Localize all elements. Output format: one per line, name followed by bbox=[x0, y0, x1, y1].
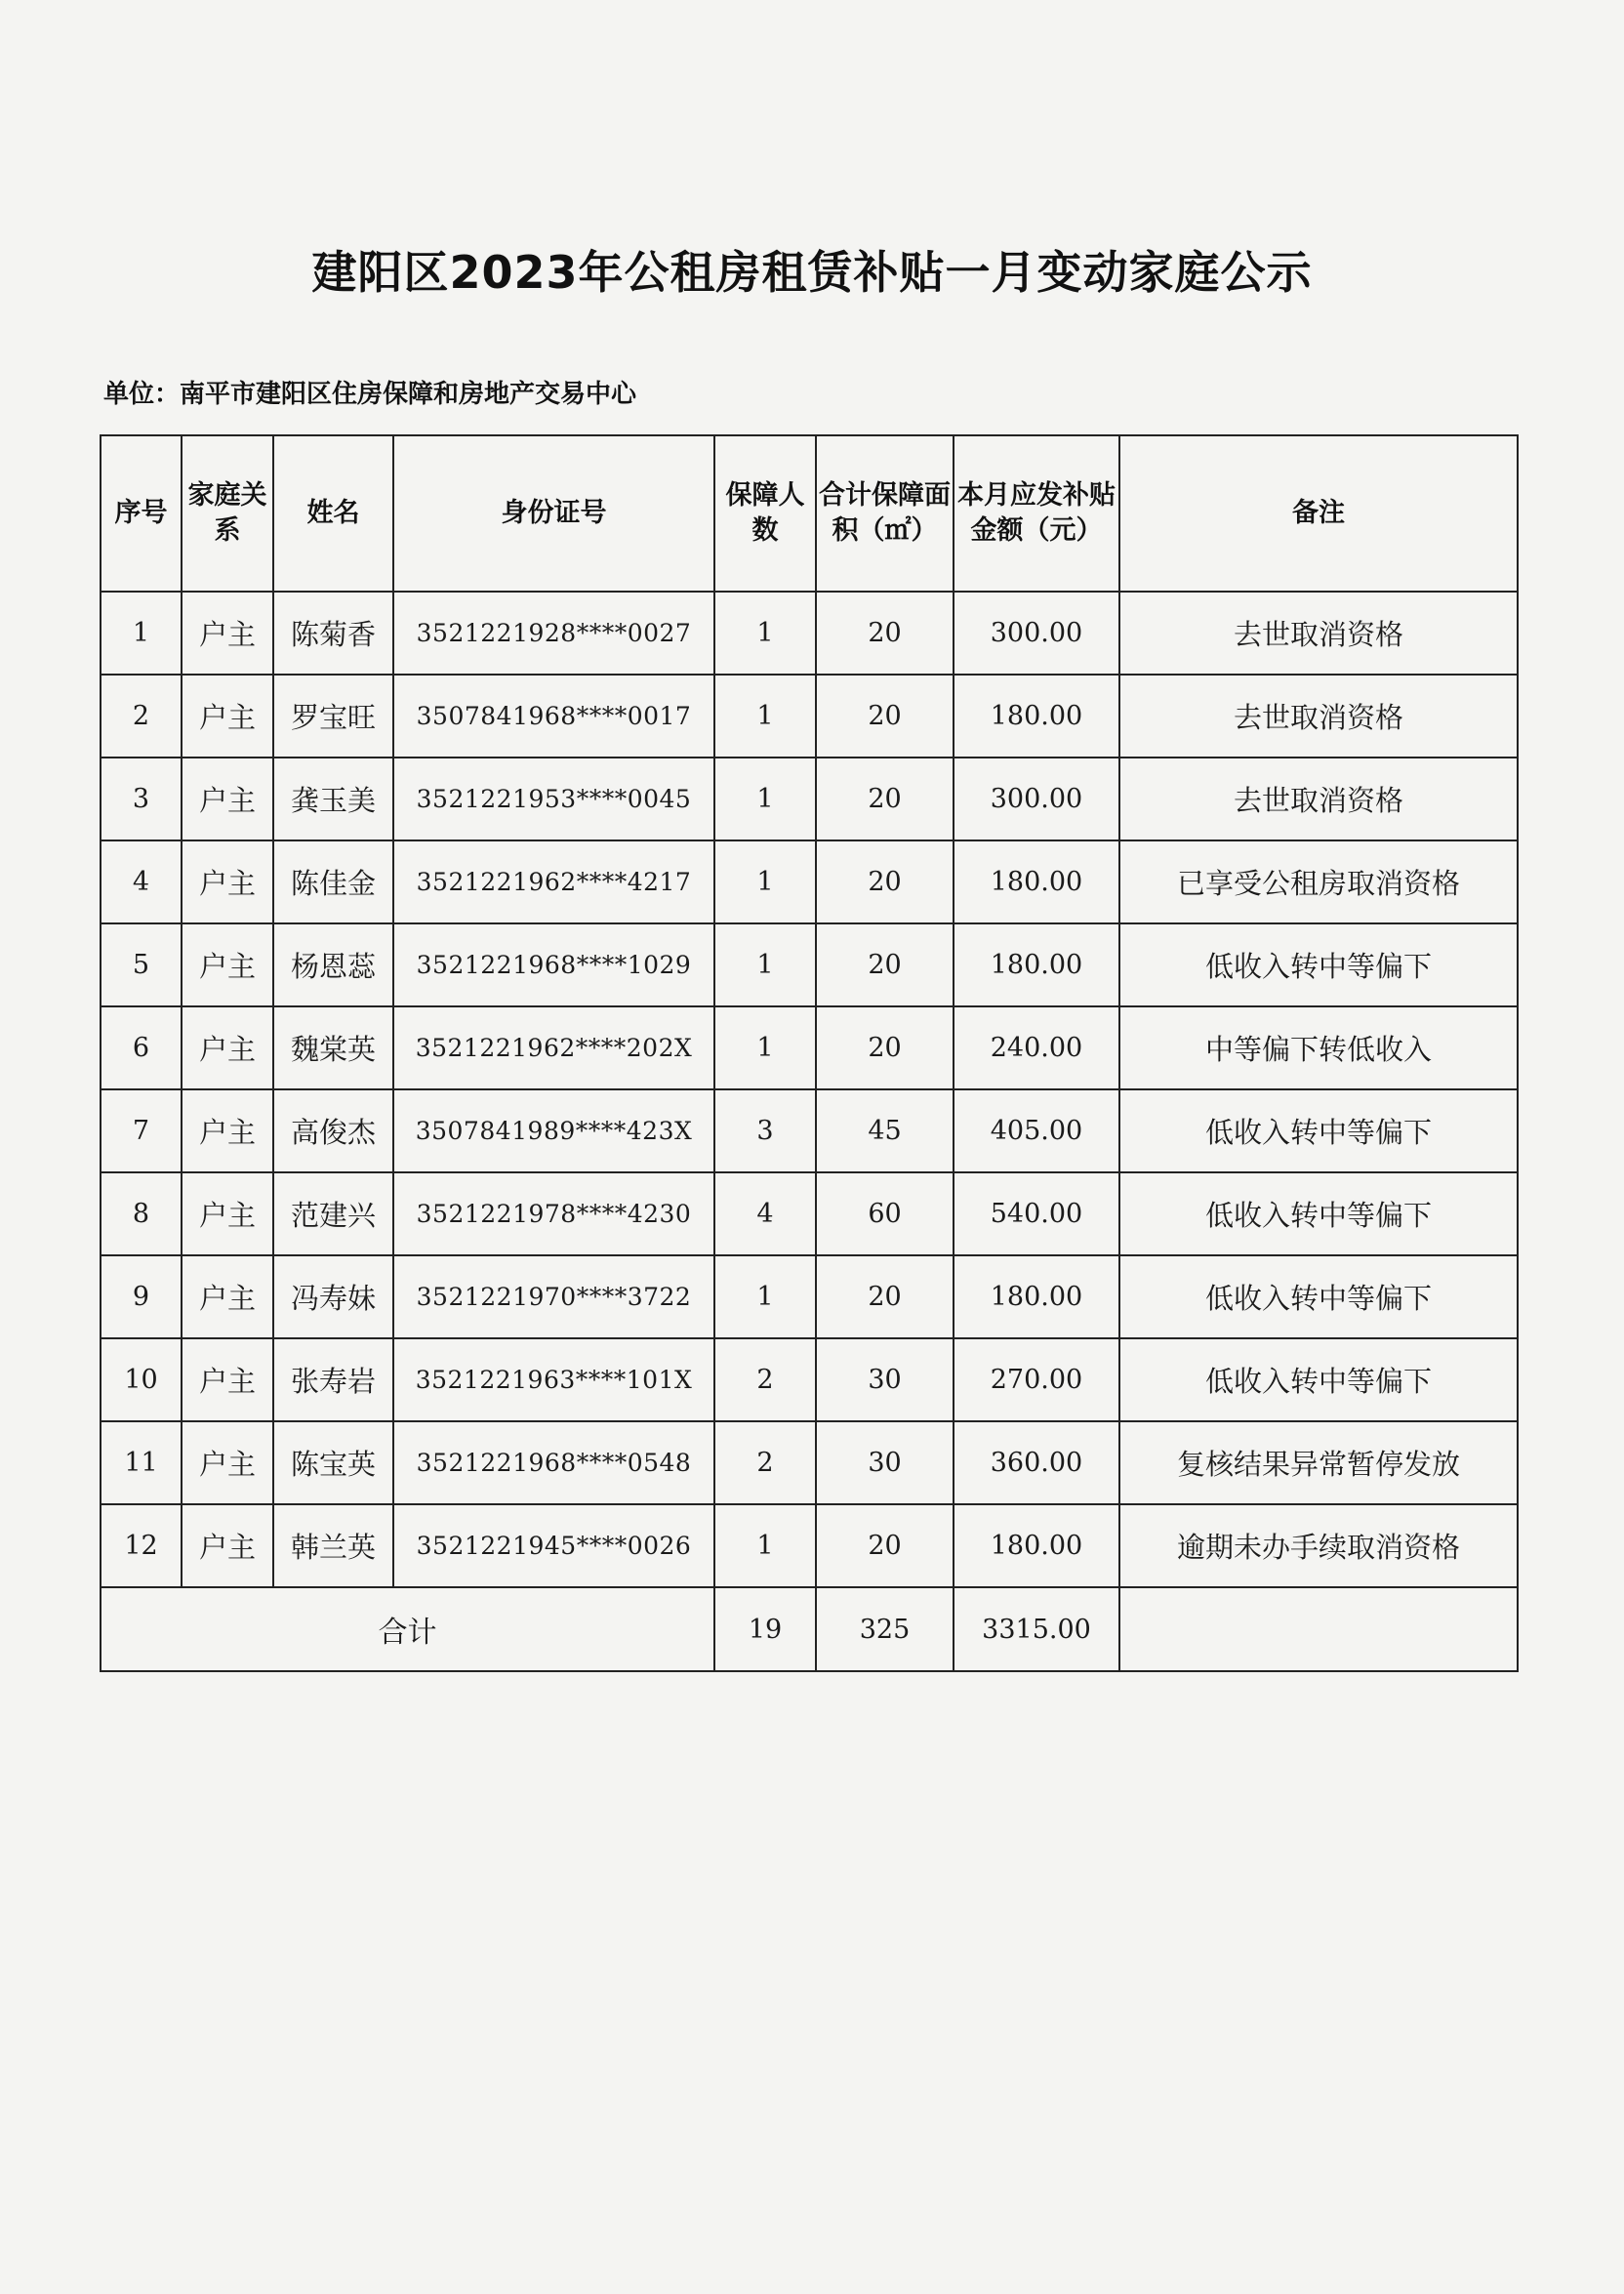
cell-name: 魏棠英 bbox=[273, 1006, 393, 1089]
cell-note: 复核结果异常暂停发放 bbox=[1119, 1421, 1518, 1504]
cell-relation: 户主 bbox=[182, 1172, 273, 1255]
cell-index: 1 bbox=[101, 592, 182, 675]
cell-id-number: 3521221968****0548 bbox=[393, 1421, 714, 1504]
cell-amount: 180.00 bbox=[954, 675, 1119, 758]
page-title: 建阳区2023年公租房租赁补贴一月变动家庭公示 bbox=[311, 246, 1313, 299]
cell-relation: 户主 bbox=[182, 1255, 273, 1338]
cell-id-number: 3521221970****3722 bbox=[393, 1255, 714, 1338]
header-note: 备注 bbox=[1119, 435, 1518, 592]
cell-area: 20 bbox=[816, 1006, 954, 1089]
table-header-row bbox=[101, 435, 1518, 592]
total-label: 合计 bbox=[101, 1587, 714, 1671]
cell-area: 30 bbox=[816, 1338, 954, 1421]
cell-relation: 户主 bbox=[182, 1338, 273, 1421]
cell-note: 已享受公租房取消资格 bbox=[1119, 840, 1518, 923]
cell-id-number: 3521221945****0026 bbox=[393, 1504, 714, 1587]
header-name: 姓名 bbox=[273, 435, 393, 592]
table-row bbox=[101, 1089, 1518, 1172]
header-id-number: 身份证号 bbox=[393, 435, 714, 592]
header-relation: 家庭关系 bbox=[182, 435, 273, 592]
cell-relation: 户主 bbox=[182, 592, 273, 675]
cell-name: 陈宝英 bbox=[273, 1421, 393, 1504]
cell-area: 20 bbox=[816, 675, 954, 758]
cell-area: 20 bbox=[816, 923, 954, 1006]
cell-area: 20 bbox=[816, 758, 954, 840]
table-row bbox=[101, 840, 1518, 923]
cell-index: 11 bbox=[101, 1421, 182, 1504]
table-row bbox=[101, 1006, 1518, 1089]
cell-relation: 户主 bbox=[182, 1006, 273, 1089]
cell-id-number: 3521221968****1029 bbox=[393, 923, 714, 1006]
cell-index: 9 bbox=[101, 1255, 182, 1338]
cell-persons: 1 bbox=[714, 1255, 816, 1338]
cell-persons: 4 bbox=[714, 1172, 816, 1255]
cell-id-number: 3521221978****4230 bbox=[393, 1172, 714, 1255]
cell-area: 60 bbox=[816, 1172, 954, 1255]
cell-persons: 3 bbox=[714, 1089, 816, 1172]
cell-id-number: 3521221963****101X bbox=[393, 1338, 714, 1421]
cell-area: 20 bbox=[816, 840, 954, 923]
cell-area: 20 bbox=[816, 1504, 954, 1587]
cell-index: 4 bbox=[101, 840, 182, 923]
cell-index: 5 bbox=[101, 923, 182, 1006]
cell-area: 45 bbox=[816, 1089, 954, 1172]
cell-persons: 2 bbox=[714, 1338, 816, 1421]
cell-name: 范建兴 bbox=[273, 1172, 393, 1255]
cell-persons: 1 bbox=[714, 840, 816, 923]
cell-name: 罗宝旺 bbox=[273, 675, 393, 758]
cell-note: 去世取消资格 bbox=[1119, 758, 1518, 840]
total-area: 325 bbox=[816, 1587, 954, 1671]
cell-index: 6 bbox=[101, 1006, 182, 1089]
cell-relation: 户主 bbox=[182, 675, 273, 758]
cell-amount: 270.00 bbox=[954, 1338, 1119, 1421]
cell-amount: 240.00 bbox=[954, 1006, 1119, 1089]
table-row bbox=[101, 758, 1518, 840]
cell-amount: 540.00 bbox=[954, 1172, 1119, 1255]
cell-relation: 户主 bbox=[182, 1421, 273, 1504]
header-area: 合计保障面积（㎡） bbox=[816, 435, 954, 592]
table-row bbox=[101, 592, 1518, 675]
cell-name: 张寿岩 bbox=[273, 1338, 393, 1421]
cell-name: 陈佳金 bbox=[273, 840, 393, 923]
cell-area: 20 bbox=[816, 592, 954, 675]
cell-name: 杨恩蕊 bbox=[273, 923, 393, 1006]
header-index: 序号 bbox=[101, 435, 182, 592]
cell-persons: 1 bbox=[714, 758, 816, 840]
cell-index: 3 bbox=[101, 758, 182, 840]
cell-relation: 户主 bbox=[182, 923, 273, 1006]
cell-amount: 300.00 bbox=[954, 592, 1119, 675]
cell-note: 去世取消资格 bbox=[1119, 675, 1518, 758]
header-amount: 本月应发补贴金额（元） bbox=[954, 435, 1119, 592]
total-amount: 3315.00 bbox=[954, 1587, 1119, 1671]
cell-name: 龚玉美 bbox=[273, 758, 393, 840]
cell-id-number: 3521221962****202X bbox=[393, 1006, 714, 1089]
cell-area: 20 bbox=[816, 1255, 954, 1338]
cell-id-number: 3521221962****4217 bbox=[393, 840, 714, 923]
cell-amount: 180.00 bbox=[954, 923, 1119, 1006]
cell-id-number: 3521221953****0045 bbox=[393, 758, 714, 840]
cell-id-number: 3507841968****0017 bbox=[393, 675, 714, 758]
total-note bbox=[1119, 1587, 1518, 1671]
cell-note: 低收入转中等偏下 bbox=[1119, 1338, 1518, 1421]
cell-area: 30 bbox=[816, 1421, 954, 1504]
cell-relation: 户主 bbox=[182, 1504, 273, 1587]
table-row bbox=[101, 1504, 1518, 1587]
cell-id-number: 3521221928****0027 bbox=[393, 592, 714, 675]
cell-index: 7 bbox=[101, 1089, 182, 1172]
cell-persons: 1 bbox=[714, 1504, 816, 1587]
table-row bbox=[101, 1255, 1518, 1338]
cell-note: 逾期未办手续取消资格 bbox=[1119, 1504, 1518, 1587]
cell-note: 低收入转中等偏下 bbox=[1119, 1172, 1518, 1255]
cell-persons: 1 bbox=[714, 592, 816, 675]
table-row bbox=[101, 1421, 1518, 1504]
table-row bbox=[101, 675, 1518, 758]
subsidy-table-container bbox=[100, 434, 1517, 1672]
cell-amount: 180.00 bbox=[954, 1504, 1119, 1587]
cell-relation: 户主 bbox=[182, 758, 273, 840]
cell-amount: 180.00 bbox=[954, 1255, 1119, 1338]
cell-amount: 405.00 bbox=[954, 1089, 1119, 1172]
cell-note: 低收入转中等偏下 bbox=[1119, 923, 1518, 1006]
cell-index: 10 bbox=[101, 1338, 182, 1421]
unit-line: 单位：南平市建阳区住房保障和房地产交易中心 bbox=[103, 380, 637, 409]
table-row bbox=[101, 1338, 1518, 1421]
cell-relation: 户主 bbox=[182, 840, 273, 923]
total-row bbox=[101, 1587, 1518, 1671]
cell-name: 冯寿妹 bbox=[273, 1255, 393, 1338]
cell-note: 低收入转中等偏下 bbox=[1119, 1255, 1518, 1338]
cell-note: 去世取消资格 bbox=[1119, 592, 1518, 675]
cell-name: 高俊杰 bbox=[273, 1089, 393, 1172]
subsidy-table bbox=[100, 434, 1519, 1672]
cell-amount: 300.00 bbox=[954, 758, 1119, 840]
cell-persons: 2 bbox=[714, 1421, 816, 1504]
cell-amount: 360.00 bbox=[954, 1421, 1119, 1504]
total-persons: 19 bbox=[714, 1587, 816, 1671]
table-row bbox=[101, 1172, 1518, 1255]
cell-index: 2 bbox=[101, 675, 182, 758]
cell-note: 中等偏下转低收入 bbox=[1119, 1006, 1518, 1089]
cell-persons: 1 bbox=[714, 675, 816, 758]
header-persons: 保障人数 bbox=[714, 435, 816, 592]
cell-name: 韩兰英 bbox=[273, 1504, 393, 1587]
table-row bbox=[101, 923, 1518, 1006]
cell-note: 低收入转中等偏下 bbox=[1119, 1089, 1518, 1172]
cell-relation: 户主 bbox=[182, 1089, 273, 1172]
cell-amount: 180.00 bbox=[954, 840, 1119, 923]
cell-persons: 1 bbox=[714, 1006, 816, 1089]
cell-index: 12 bbox=[101, 1504, 182, 1587]
cell-persons: 1 bbox=[714, 923, 816, 1006]
cell-index: 8 bbox=[101, 1172, 182, 1255]
cell-name: 陈菊香 bbox=[273, 592, 393, 675]
cell-id-number: 3507841989****423X bbox=[393, 1089, 714, 1172]
